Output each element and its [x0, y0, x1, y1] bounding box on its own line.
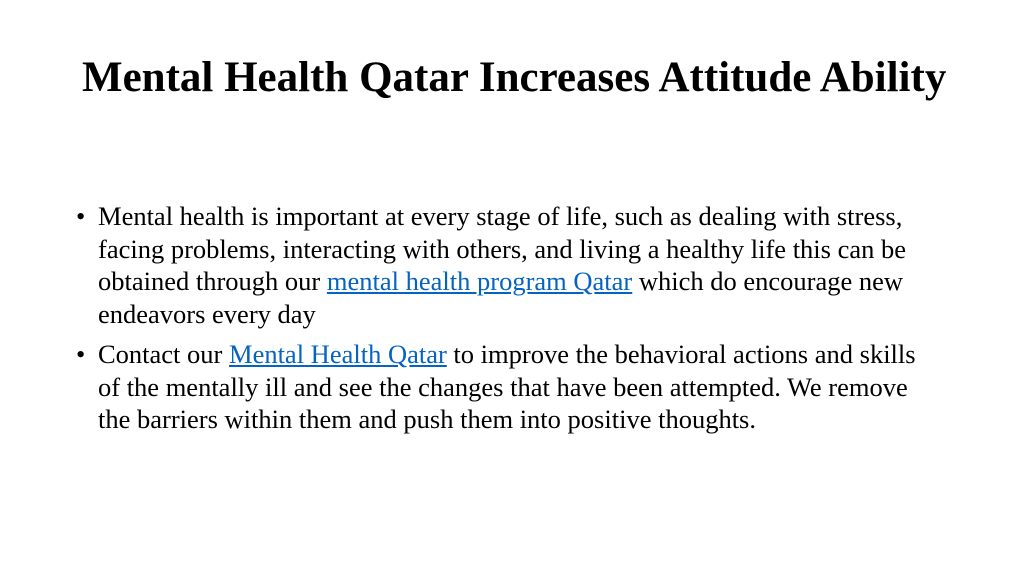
bullet-2-text-before: Contact our — [98, 339, 229, 369]
mental-health-qatar-link[interactable]: Mental Health Qatar — [229, 339, 447, 369]
bullet-item-1 — [76, 200, 936, 330]
bullet-1-text-after: which do encourage new endeavors every day — [98, 266, 904, 329]
slide-title: Mental Health Qatar Increases Attitude Ability — [82, 54, 947, 101]
bullet-icon: • — [76, 201, 86, 231]
mental-health-program-qatar-link[interactable]: mental health program Qatar — [326, 266, 633, 296]
bullet-list — [76, 200, 936, 444]
bullet-2-text-after: to improve the behavioral actions and skills of the mentally ill and see the changes that have been attempted. We remove the barriers within them and push them into positive thoughts. — [98, 339, 916, 434]
bullet-icon: • — [76, 339, 86, 369]
bullet-item-2 — [76, 338, 936, 436]
bullet-1-text-before: Mental health is important at every stage of life, such as dealing with stress, facing problems, interacting with others, and living a healthy life this can be obtained through our — [98, 201, 907, 296]
